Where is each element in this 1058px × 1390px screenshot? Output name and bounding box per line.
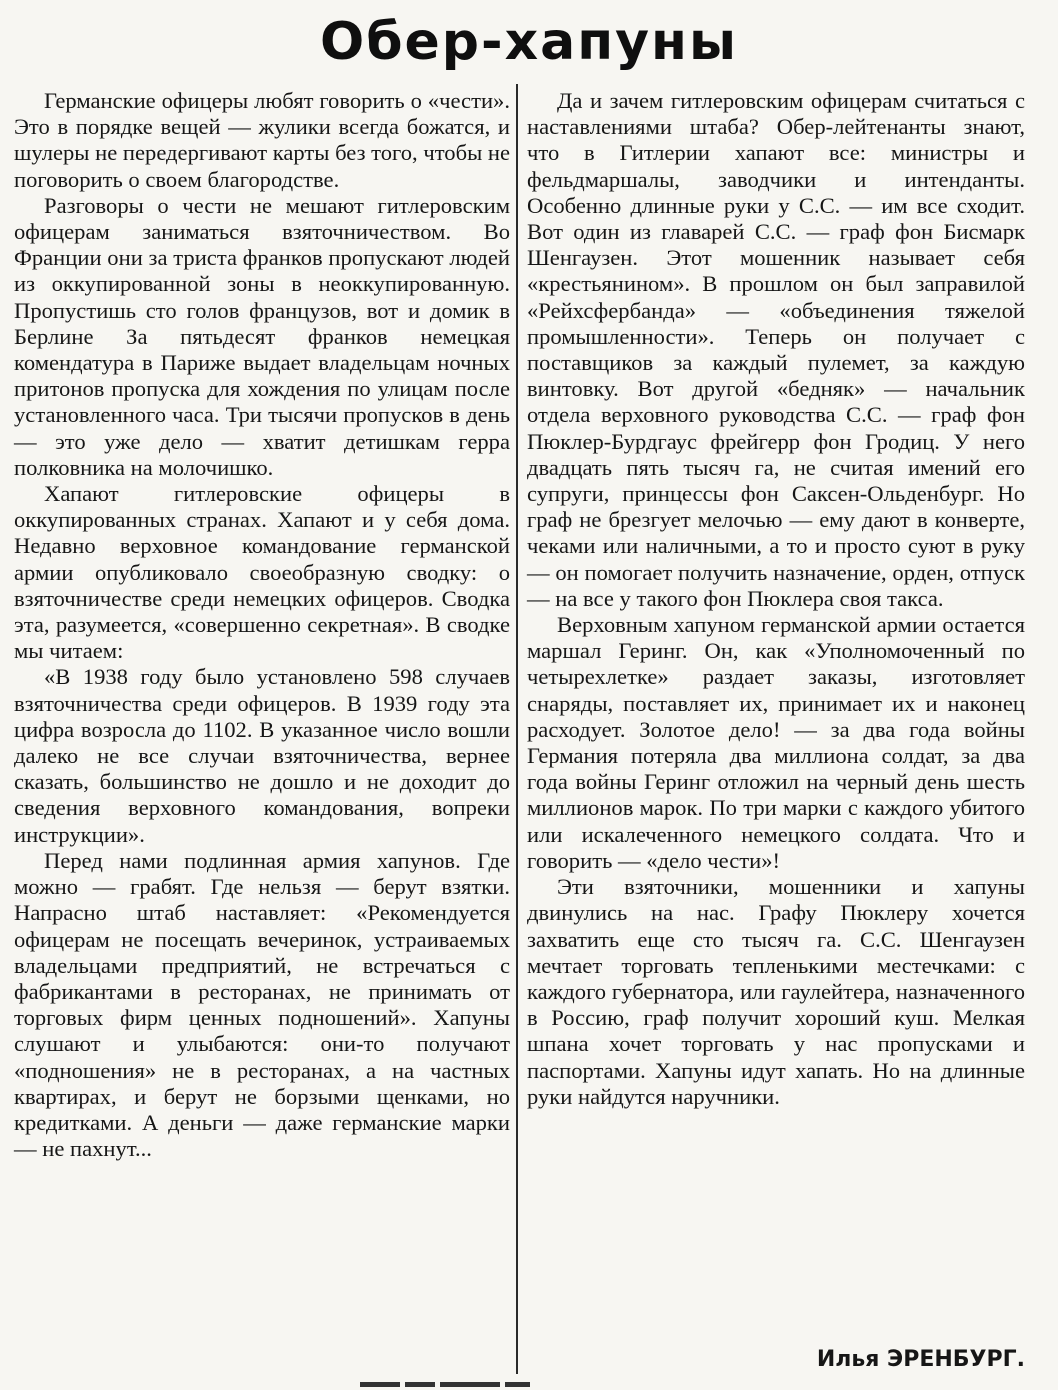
- column-divider: [516, 84, 518, 1374]
- paragraph: Эти взяточники, мошенники и хапуны двинулись на нас. Графу Пюклеру хочется захватить еще сто тысяч га. С.С. Шенгаузен мечтает торговать тепленькими местечками: с каждого губернатора, или гаулейтера, назначенного в Россию, граф получит хороший куш. Мелкая шпана хочет торговать у нас пропусками и паспортами. Хапуны идут хапать. Но на длинные руки найдутся наручники.: [527, 874, 1025, 1109]
- paragraph: Да и зачем гитлеровским офицерам считаться с наставлениями штаба? Обер-лейтенанты знают, что в Гитлерии хапают все: министры и фельдмаршалы, заводчики и интенданты. Особенно длинные руки у С.С. — им все сходит. Вот один из главарей С.С. — граф фон Бисмарк Шенгаузен. Этот мошенник называет себя «крестьянином». В прошлом он был заправилой «Рейхсфербанда» — «объединения тяжелой промышленности». Теперь он получает с поставщиков за каждый пулемет, за каждую винтовку. Вот другой «бедняк» — начальник отдела верховного руководства С.С. — граф фон Пюклер-Бурдгаус фрейгерр фон Гродиц. У него двадцать пять тысяч га, не считая имений его супруги, принцессы фон Саксен-Ольденбург. Но граф не брезгует мелочью — ему дают в конверте, чеками или наличными, а то и просто суют в руку — он помогает получить назначение, орден, отпуск — на все у такого фон Пюклера своя такса.: [527, 88, 1025, 611]
- paragraph: Разговоры о чести не мешают гитлеровским офицерам заниматься взяточничеством. Во Франции они за триста франков пропускают людей из оккупированной зоны в неоккупированную. Пропустишь сто голов французов, вот и домик в Берлине За пятьдесят франков немецкая комендатура в Париже выдает владельцам ночных притонов пропуска для хождения по улицам после установленного часа. Три тысячи пропусков в день — это уже дело — хватит детишкам герра полковника на молочишко.: [14, 192, 510, 480]
- cropped-text-fragment: [360, 1382, 540, 1390]
- article-title: Обер-хапуны: [320, 12, 738, 72]
- author-signature: Илья ЭРЕНБУРГ.: [816, 1347, 1025, 1372]
- left-column: [14, 88, 510, 1162]
- paragraph: Перед нами подлинная армия хапунов. Где можно — грабят. Где нельзя — берут взятки. Напрасно штаб наставляет: «Рекомендуется офицерам не посещать вечеринок, устраиваемых владельцами предприятий, не встречаться с фабрикантами в ресторанах, не принимать от торговых фирм ценных подношений». Хапуны слушают и улыбаются: они-то получают «подношения» не в ресторанах, а на частных квартирах, и берут не борзыми щенками, но кредитками. А деньги — даже германские марки — не пахнут...: [14, 847, 510, 1162]
- paragraph: Верховным хапуном германской армии остается маршал Геринг. Он, как «Уполномоченный по четырехлетке» раздает заказы, изготовляет снаряды, поставляет их, принимает их и наконец расходует. Золотое дело! — за два года войны Германия потеряла два миллиона солдат, за два года войны Геринг отложил на черный день шесть миллионов марок. По три марки с каждого убитого или искалеченного немецкого солдата. Что и говорить — «дело чести»!: [527, 612, 1025, 873]
- paragraph: Хапают гитлеровские офицеры в оккупированных странах. Хапают и у себя дома. Недавно верховное командование германской армии опубликовало своеобразную сводку: о взяточничестве среди немецких офицеров. Сводка эта, разумеется, «совершенно секретная». В сводке мы читаем:: [14, 481, 510, 664]
- paragraph: «В 1938 году было установлено 598 случаев взяточничества среди офицеров. В 1939 году эта цифра возросла до 1102. В указанное число вошли далеко не все случаи взяточничества, вернее сказать, большинство не дошло и не доходит до сведения верховного командования, вопреки инструкции».: [14, 664, 510, 847]
- right-column: [527, 88, 1025, 1110]
- paragraph: Германские офицеры любят говорить о «чести». Это в порядке вещей — жулики всегда божатся, и шулеры не передергивают карты без того, чтобы не поговорить о своем благородстве.: [14, 88, 511, 192]
